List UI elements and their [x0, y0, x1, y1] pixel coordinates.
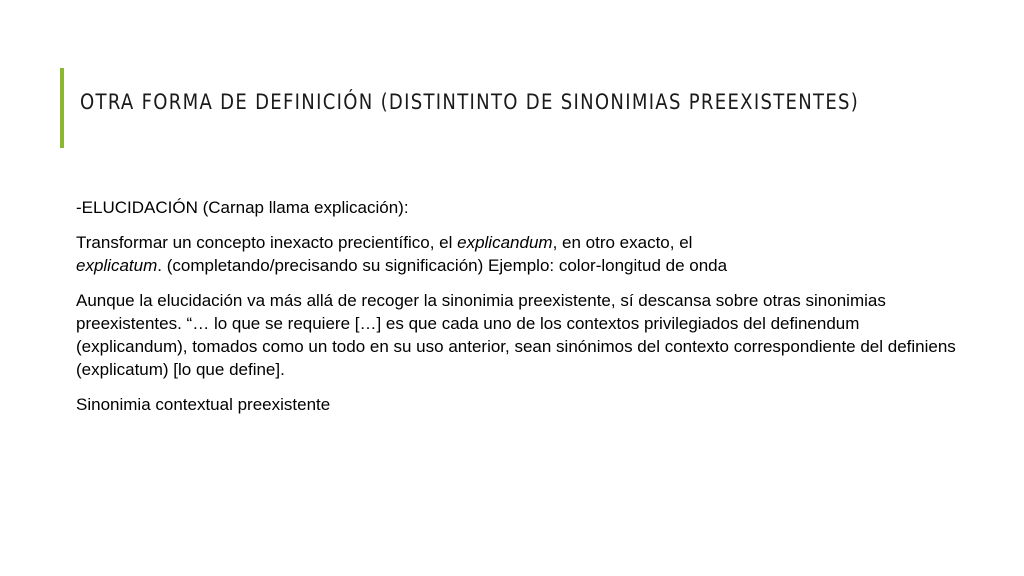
term-explicandum: explicandum — [457, 233, 553, 252]
paragraph-transformar — [76, 231, 956, 277]
paragraph-aunque: Aunque la elucidación va más allá de recoger la sinonimia preexistente, sí descansa sobre otras sinonimias preexistentes. “… lo que se requiere […] es que cada uno de los contextos privilegiados del definendum (explicandum), tomados como un todo en su uso anterior, sean sinónimos del contexto correspondiente del definiens (explicatum) [lo que define]. — [76, 291, 956, 379]
text-segment: , en otro exacto, el — [552, 233, 693, 252]
paragraph-elucidacion: -ELUCIDACIÓN (Carnap llama explicación): — [76, 198, 409, 217]
slide-body — [76, 196, 956, 428]
slide-title: OTRA FORMA DE DEFINICIÓN (DISTINTINTO DE SINONIMIAS PREEXISTENTES) — [80, 90, 860, 114]
title-accent-bar — [60, 68, 64, 148]
text-segment: Transformar un concepto inexacto precientífico, el — [76, 233, 458, 252]
term-explicatum: explicatum — [76, 256, 158, 275]
text-segment: . (completando/precisando su significación) Ejemplo: color-longitud de onda — [157, 256, 728, 275]
paragraph-sinonimia-contextual: Sinonimia contextual preexistente — [76, 395, 331, 414]
